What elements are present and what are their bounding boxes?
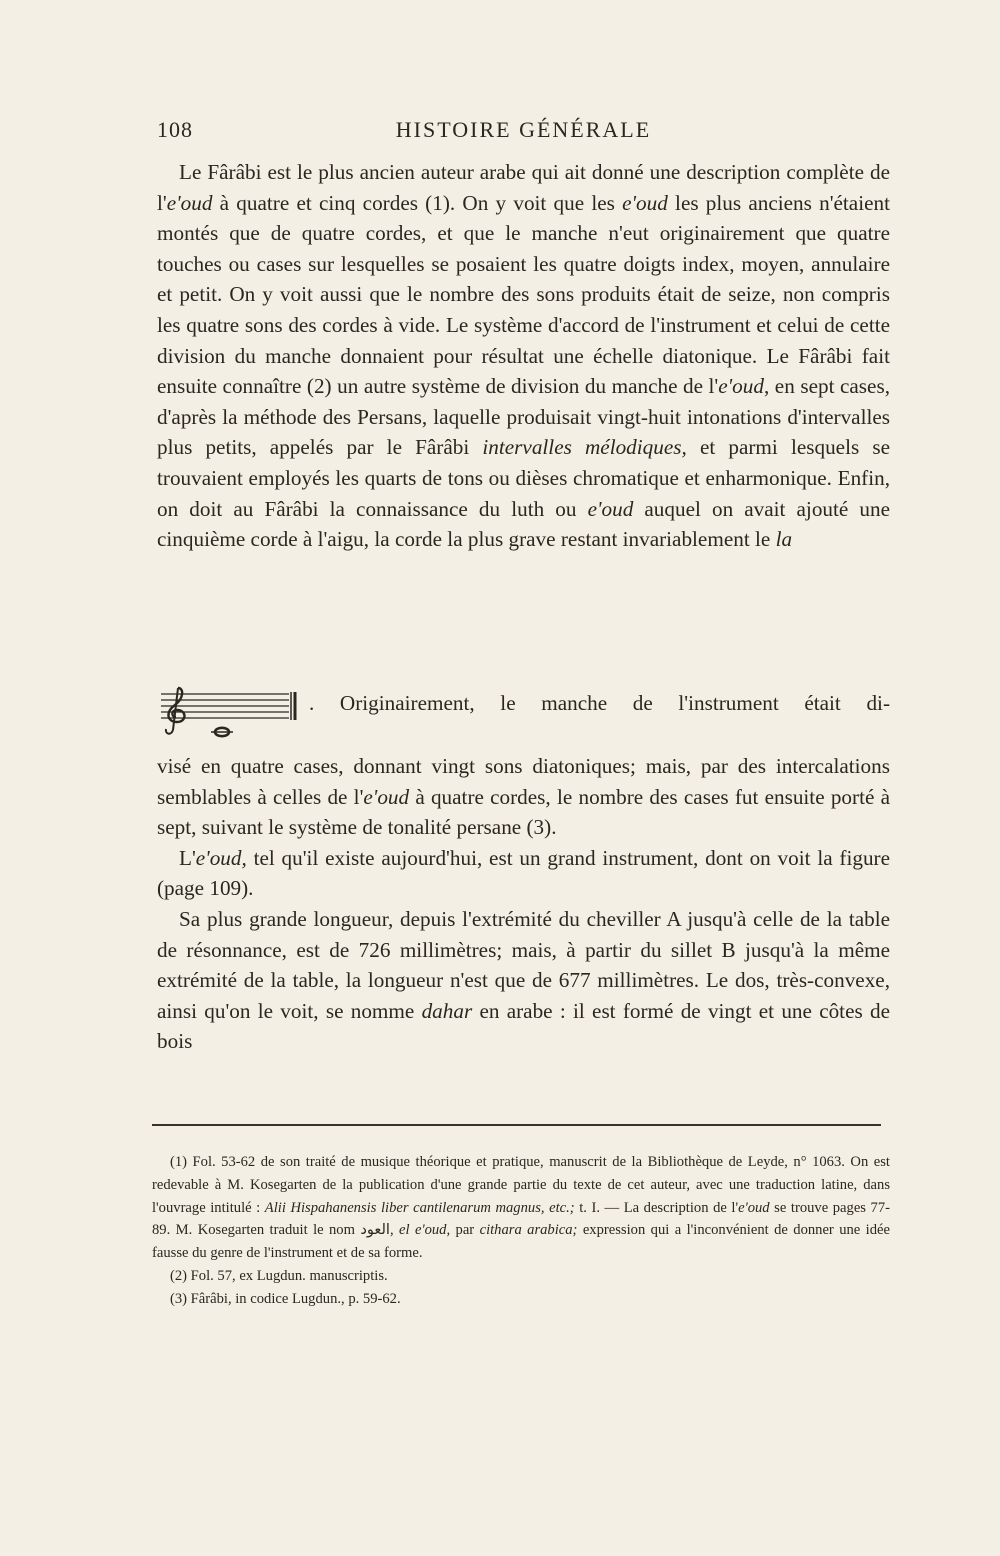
body-continued [157,751,890,1057]
paragraph-2 [157,843,890,904]
italic-term: Alii Hispahanensis liber cantilenarum magnus, etc.; [264,1199,575,1216]
italic-term: e'oud [587,496,634,521]
text-run: à quatre cordes, le nombre des cases fut ensuite porté à sept, suivant le système de tonalité persane (3). [157,784,890,840]
italic-term: e'oud [166,190,213,215]
italic-term: intervalles mélodiques, [482,435,687,460]
italic-term: dahar [421,998,473,1023]
footnote-2: (2) Fol. 57, ex Lugdun. manuscriptis. [170,1267,388,1284]
text-run: auquel on avait ajouté une cinquième corde à l'aigu, la corde la plus grave restant invariablement le [157,496,890,552]
italic-term: la [775,527,793,552]
paragraph-3 [157,904,890,1057]
paragraph-1 [157,157,890,555]
italic-term: e'oud [738,1199,770,1216]
text-run: tel qu'il existe aujourd'hui, est un grand instrument, dont on voit la figure (page 109). [157,845,890,901]
text-run: , [389,1222,400,1239]
text-run: par [450,1222,480,1239]
text-run: les plus anciens n'étaient montés que de quatre cordes, et que le manche n'eut originairement que quatre touches ou cases sur lesquelles se posaient les quatre doigts index, moyen, annulaire et petit. On y voit aussi que le nombre des sons produits était de seize, non compris les quatre sons des cordes à vide. Le système d'accord de l'instrument et celui de cette division du manche donnaient pour résultat une échelle diatonique. Le Fârâbi fait ensuite connaître (2) un autre système de division du manche de l' [157,190,890,399]
music-notation-line [157,686,890,742]
text-run: en arabe : il est formé de vingt et une côtes de bois [157,998,890,1054]
italic-term: e'oud [718,374,764,399]
music-line-text: . Originairement, le manche de l'instrument était di- [309,691,890,715]
text-run: à quatre et cinq cordes (1). On y voit que les [212,190,623,215]
italic-term: el e'oud, [399,1222,451,1239]
italic-term: e'oud, [195,845,247,870]
treble-clef-staff-icon [157,686,307,746]
arabic-word: العود [360,1221,390,1239]
footnote-1 [152,1151,890,1265]
text-run: Le Fârâbi est le plus ancien auteur arabe qui ait donné une description complète de l' [157,160,890,215]
text-run: et parmi lesquels se trouvaient employés les quarts de tons ou dièses chromatique et enharmonique. Enfin, on doit au Fârâbi la connaissance du luth ou [157,435,890,521]
page-number: 108 [157,117,193,142]
text-run: visé en quatre cases, donnant vingt sons diatoniques; mais, par des intercalations semblables à celles de l' [157,754,890,809]
italic-term: cithara arabica; [479,1222,578,1239]
footnote-3: (3) Fârâbi, in codice Lugdun., p. 59-62. [170,1290,401,1307]
text-run: Sa plus grande longueur, depuis l'extrémité du cheviller A jusqu'à celle de la table de résonnance, est de 726 millimètres; mais, à partir du sillet B jusqu'à la même extrémité de la table, la longueur n'est que de 677 millimètres. Le dos, très-convexe, ainsi qu'on le voit, se nomme [157,906,890,1023]
footnotes [152,1151,890,1311]
text-run: L' [179,845,196,870]
running-header [157,117,890,153]
text-run: expression qui a l'inconvénient de donner une idée fausse du genre de l'instrument et de sa forme. [152,1222,890,1262]
paragraph-1-continued [157,751,890,843]
italic-term: e'oud [363,784,410,809]
text-run: , en sept cases, d'après la méthode des Persans, laquelle produisait vingt-huit intonations d'intervalles plus petits, appelés par le Fârâbi [157,374,890,460]
running-title: HISTOIRE GÉNÉRALE [395,117,652,142]
paragraph-1-text [157,157,890,555]
text-run: (1) Fol. 53-62 de son traité de musique théorique et pratique, manuscrit de la Bibliothèque de Leyde, n° 1063. On est redevable à M. Kosegarten de la publication d'une grande partie du texte de cet auteur, avec une traduction latine, dans l'ouvrage intitulé : [152,1154,890,1216]
italic-term: e'oud [622,190,668,215]
text-run: se trouve pages 77-89. M. Kosegarten traduit le nom [152,1199,891,1239]
footnote-divider [152,1124,881,1126]
text-run: t. I. — La description de l' [574,1199,739,1216]
